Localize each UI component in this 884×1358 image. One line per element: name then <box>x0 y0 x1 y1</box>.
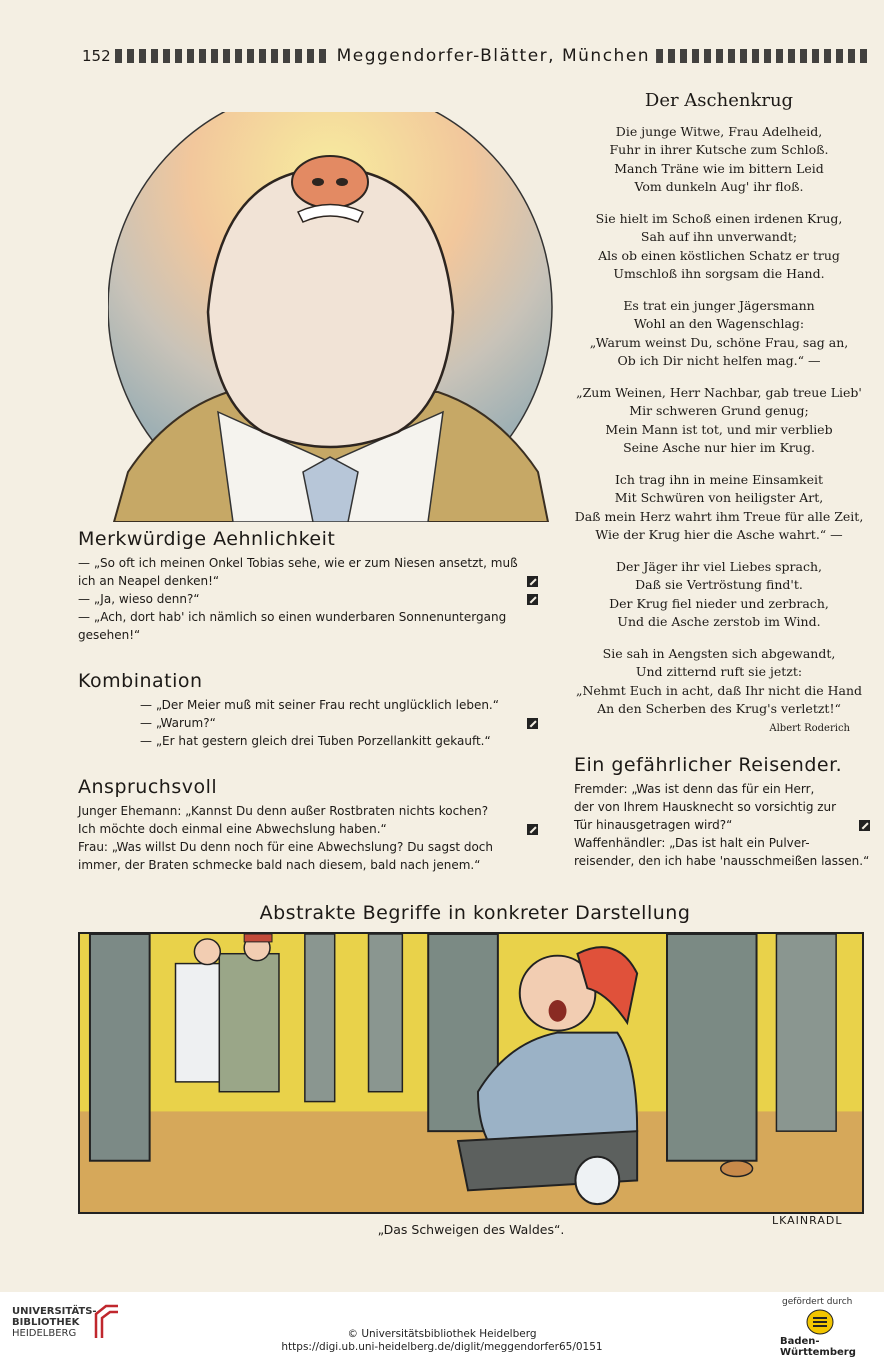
joke-line: Tür hinausgetragen wird?“ <box>574 816 870 834</box>
funder-name: Baden-Württemberg <box>780 1336 856 1358</box>
poem-author: Albert Roderich <box>769 722 850 734</box>
joke-line: — „Er hat gestern gleich drei Tuben Porzellankitt gekauft.“ <box>140 734 491 748</box>
joke-line: Waffenhändler: „Das ist halt ein Pulver- <box>574 836 810 850</box>
poem-line: Mir schweren Grund genug; <box>629 403 809 418</box>
poem-line: An den Scherben des Krug's verletzt!“ <box>597 701 841 716</box>
illustration-caption: „Das Schweigen des Waldes“. <box>377 1222 565 1237</box>
poem-line: Fuhr in ihrer Kutsche zum Schloß. <box>609 142 829 157</box>
poem-stanza <box>566 123 872 197</box>
poem-line: „Warum weinst Du, schöne Frau, sag an, <box>589 334 849 350</box>
poem-line: Vom dunkeln Aug' ihr floß. <box>634 179 804 194</box>
header-ornament-left <box>115 49 331 63</box>
sneezing-man-illustration <box>108 112 554 522</box>
funding-label: gefördert durch <box>782 1297 853 1307</box>
joke-line: — „So oft ich meinen Onkel Tobias sehe, wie er zum Niesen ansetzt, muß <box>78 556 518 570</box>
illustration-title: Abstrakte Begriffe in konkreter Darstellung <box>259 902 691 924</box>
poem-line: Der Jäger ihr viel Liebes sprach, <box>616 558 822 574</box>
document-url-link[interactable]: https://digi.ub.uni-heidelberg.de/diglit/meggendorfer65/0151 <box>281 1341 603 1353</box>
poem-stanza <box>566 384 872 458</box>
joke-line: ich an Neapel denken!“ <box>78 572 538 590</box>
page-header <box>82 44 872 68</box>
copyright-notice: © Universitätsbibliothek Heidelberg https://digi.ub.uni-heidelberg.de/diglit/meggendorfer65/0151 <box>0 1328 884 1354</box>
poem-line: Manch Träne wie im bittern Leid <box>614 160 824 176</box>
joke-line: Frau: „Was willst Du denn noch für eine Abwechslung? Du sagst doch <box>78 840 494 854</box>
forest-illustration <box>78 932 864 1214</box>
joke-line: reisender, den ich habe 'nausschmeißen lassen.“ <box>574 854 870 868</box>
joke-line: — „Der Meier muß mit seiner Frau recht unglücklich leben.“ <box>140 698 499 712</box>
joke-anspruchsvoll <box>78 778 538 874</box>
joke-line: — „Warum?“ <box>140 714 538 732</box>
poem-line: Als ob einen köstlichen Schatz er trug <box>598 247 840 263</box>
end-mark-icon <box>527 718 538 729</box>
poem-line: Und die Asche zerstob im Wind. <box>617 614 821 629</box>
poem-line: Die junge Witwe, Frau Adelheid, <box>615 123 823 139</box>
poem-title: Der Aschenkrug <box>644 90 794 111</box>
joke-title: Merkwürdige Aehnlichkeit <box>78 528 336 550</box>
joke-kombination <box>78 672 538 750</box>
joke-line: gesehen!“ <box>78 628 141 642</box>
poem-stanza <box>566 297 872 371</box>
joke-line: Junger Ehemann: „Kannst Du denn außer Rostbraten nichts kochen? <box>78 804 489 818</box>
poem-line: Umschloß ihn sorgsam die Hand. <box>613 266 825 281</box>
end-mark-icon <box>527 824 538 835</box>
poem-der-aschenkrug <box>566 92 872 738</box>
poem-line: Mit Schwüren von heiligster Art, <box>614 490 824 505</box>
end-mark-icon <box>527 576 538 587</box>
joke-gefaehrlicher-reisender <box>574 756 870 870</box>
library-name: UNIVERSITÄTS- BIBLIOTHEK HEIDELBERG <box>12 1306 97 1339</box>
joke-title: Anspruchsvoll <box>78 776 218 798</box>
end-mark-icon <box>859 820 870 831</box>
poem-stanza <box>566 471 872 545</box>
poem-line: Es trat ein junger Jägersmann <box>623 297 815 313</box>
joke-line: der von Ihrem Hausknecht so vorsichtig zur <box>574 800 837 814</box>
joke-line: — „Ja, wieso denn?“ <box>78 590 538 608</box>
poem-stanza <box>566 210 872 284</box>
poem-line: Ich trag ihn in meine Einsamkeit <box>614 471 824 487</box>
poem-line: Wie der Krug hier die Asche wahrt.“ — <box>595 527 843 542</box>
poem-line: „Nehmt Euch in acht, daß Ihr nicht die Hand <box>576 682 862 698</box>
library-footer <box>0 1292 884 1358</box>
artist-signature: LKAINRADL <box>772 1214 843 1227</box>
poem-line: Sie hielt im Schoß einen irdenen Krug, <box>595 210 843 226</box>
poem-line: Seine Asche nur hier im Krug. <box>623 440 815 455</box>
poem-line: „Zum Weinen, Herr Nachbar, gab treue Lieb' <box>576 384 862 400</box>
poem-line: Sah auf ihn unverwandt; <box>640 229 798 244</box>
poem-line: Sie sah in Aengsten sich abgewandt, <box>602 645 836 661</box>
poem-line: Mein Mann ist tot, und mir verblieb <box>605 421 833 437</box>
joke-line: — „Ach, dort hab' ich nämlich so einen wunderbaren Sonnenuntergang <box>78 610 507 624</box>
end-mark-icon <box>527 594 538 605</box>
poem-line: Ob ich Dir nicht helfen mag.“ — <box>617 353 821 368</box>
poem-stanza <box>566 558 872 632</box>
joke-title: Kombination <box>78 670 203 692</box>
poem-line: Daß sie Vertröstung find't. <box>635 577 803 592</box>
joke-merkwuerdige-aehnlichkeit <box>78 530 538 644</box>
poem-line: Der Krug fiel nieder und zerbrach, <box>609 595 829 611</box>
header-ornament-right <box>656 49 872 63</box>
poem-line: Daß mein Herz wahrt ihm Treue für alle Zeit, <box>574 508 864 524</box>
poem-line: Und zitternd ruft sie jetzt: <box>635 664 803 679</box>
page-number: 152 <box>82 47 111 65</box>
magazine-title: Meggendorfer-Blätter, München <box>336 46 651 66</box>
poem-stanza <box>566 645 872 719</box>
joke-line: Ich möchte doch einmal eine Abwechslung haben.“ <box>78 820 538 838</box>
joke-line: immer, der Braten schmecke bald nach diesem, bald nach jenem.“ <box>78 858 481 872</box>
joke-line: Fremder: „Was ist denn das für ein Herr, <box>574 782 815 796</box>
poem-line: Wohl an den Wagenschlag: <box>633 316 805 331</box>
joke-title: Ein gefährlicher Reisender. <box>574 754 843 776</box>
